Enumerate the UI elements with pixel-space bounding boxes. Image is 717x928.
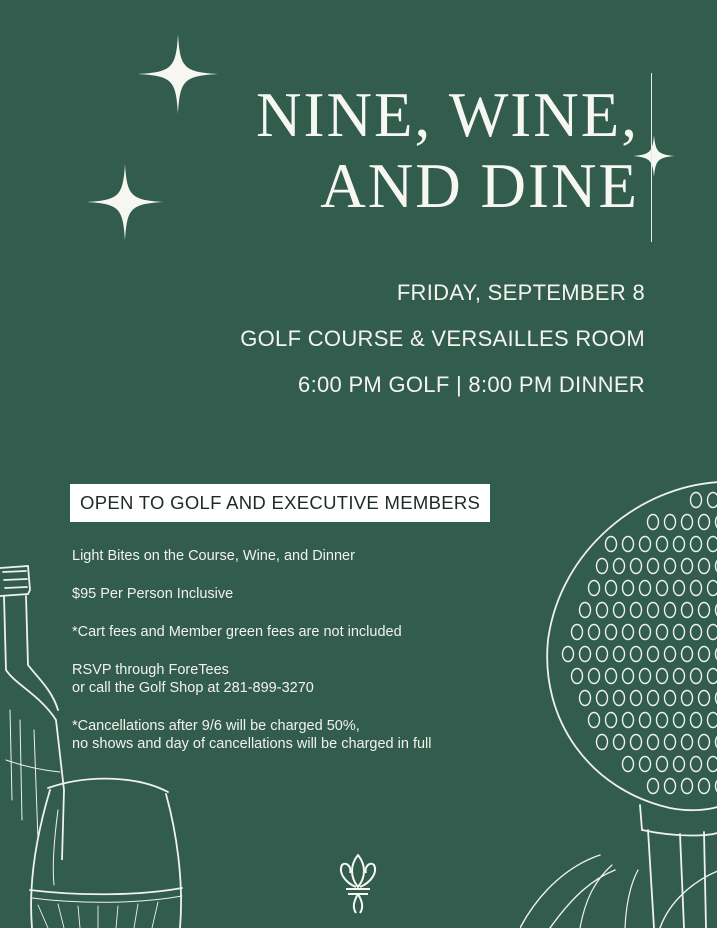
rsvp-line-1: RSVP through ForeTees (72, 662, 229, 678)
event-location: GOLF COURSE & VERSAILLES ROOM (240, 326, 645, 351)
event-info (72, 547, 502, 773)
sparkle-icon (136, 32, 220, 116)
event-times: 6:00 PM GOLF | 8:00 PM DINNER (298, 372, 645, 397)
title-line-2: AND DINE (320, 150, 639, 221)
info-bites: Light Bites on the Course, Wine, and Dinner (72, 548, 355, 564)
event-details (240, 270, 645, 408)
info-price: $95 Per Person Inclusive (72, 586, 234, 602)
rsvp-line-2: or call the Golf Shop at 281-899-3270 (72, 680, 314, 696)
decorative-line (651, 73, 652, 242)
wine-glass-illustration (18, 770, 188, 928)
golf-ball-illustration (520, 470, 717, 928)
cancel-line-2: no shows and day of cancellations will be charged in full (72, 736, 432, 752)
cancel-line-1: *Cancellations after 9/6 will be charged 50%, (72, 718, 360, 734)
info-fees-note: *Cart fees and Member green fees are not included (72, 624, 402, 640)
event-title (256, 80, 639, 221)
sparkle-icon (85, 162, 165, 242)
event-date: FRIDAY, SEPTEMBER 8 (396, 280, 645, 305)
eligibility-banner: OPEN TO GOLF AND EXECUTIVE MEMBERS (70, 484, 490, 522)
fleur-de-lis-icon (334, 853, 382, 917)
info-rsvp (72, 661, 502, 697)
title-line-1: NINE, WINE, (256, 80, 639, 150)
info-cancellation (72, 717, 502, 753)
